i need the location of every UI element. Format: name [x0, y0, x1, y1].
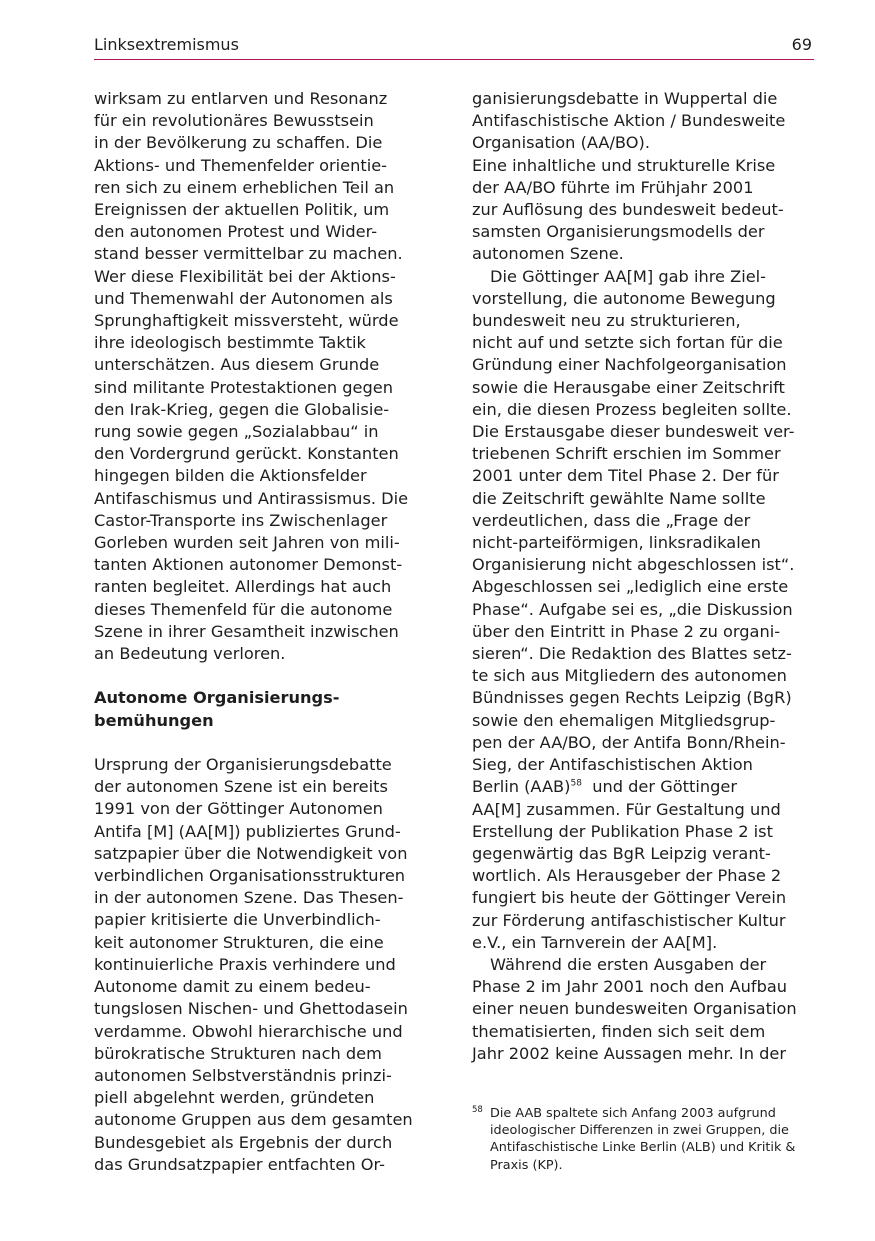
text-line: sowie die Herausgabe einer Zeitschrift: [472, 377, 785, 397]
text-line: Wer diese Flexibilität bei der Aktions-: [94, 266, 396, 286]
text-line: nicht-parteiförmigen, linksradikalen: [472, 533, 761, 553]
text-line: bundesweit neu zu strukturieren,: [472, 311, 741, 331]
text-line: wortlich. Als Herausgeber der Phase 2: [472, 866, 782, 886]
section-heading: [94, 687, 439, 731]
text-line: pen der AA/BO, der Antifa Bonn/Rhein-: [472, 732, 786, 752]
text-line: wirksam zu entlarven und Resonanz: [94, 89, 388, 108]
text-line: triebenen Schrift erschien im Sommer: [472, 444, 781, 464]
text-line: e.V., ein Tarnverein der AA[M].: [472, 932, 718, 952]
footnote-line: Praxis (KP).: [490, 1157, 563, 1173]
text-line: papier kritisierte die Unverbindlich-: [94, 910, 381, 930]
paragraph: [472, 88, 817, 266]
text-line: Phase 2 im Jahr 2001 noch den Aufbau: [472, 977, 788, 997]
text-line: den autonomen Protest und Wider-: [94, 222, 378, 242]
text-line: Phase“. Aufgabe sei es, „die Diskussion: [472, 599, 793, 619]
text-segment: Berlin (AAB): [472, 777, 571, 797]
text-line-with-footnote: [472, 776, 817, 798]
text-line: und Themenwahl der Autonomen als: [94, 288, 393, 308]
text-line: ein, die diesen Prozess begleiten sollte.: [472, 399, 792, 419]
text-line: verbindlichen Organisationsstrukturen: [94, 866, 406, 886]
paragraph: [94, 88, 439, 665]
text-line: Gorleben wurden seit Jahren von mili-: [94, 533, 400, 553]
text-line: tanten Aktionen autonomer Demonst-: [94, 555, 403, 575]
text-line: zur Auflösung des bundesweit bedeut-: [472, 200, 784, 220]
text-line: autonomen Selbstverständnis prinzi-: [94, 1065, 392, 1085]
text-line: stand besser vermittelbar zu machen.: [94, 244, 403, 264]
text-line: an Bedeutung verloren.: [94, 644, 286, 664]
text-line: sind militante Protestaktionen gegen: [94, 377, 394, 397]
text-line: gegenwärtig das BgR Leipzig verant-: [472, 843, 771, 863]
text-line: piell abgelehnt werden, gründeten: [94, 1088, 375, 1108]
spacer: [94, 732, 439, 754]
text-line: dieses Themenfeld für die autonome: [94, 599, 393, 619]
text-line: rung sowie gegen „Sozialabbau“ in: [94, 422, 379, 442]
text-line: über den Eintritt in Phase 2 zu organi-: [472, 621, 781, 641]
text-line: Bundesgebiet als Ergebnis der durch: [94, 1132, 393, 1152]
text-line: in der Bevölkerung zu schaffen. Die: [94, 133, 383, 153]
text-line: Erstellung der Publikation Phase 2 ist: [472, 821, 773, 841]
text-line: Castor-Transporte ins Zwischenlager: [94, 510, 388, 530]
running-title: Linksextremismus: [94, 35, 239, 54]
text-line: verdamme. Obwohl hierarchische und: [94, 1021, 403, 1041]
text-line: ganisierungsdebatte in Wuppertal die: [472, 89, 778, 108]
text-line: den Vordergrund gerückt. Konstanten: [94, 444, 399, 464]
running-header: [94, 35, 814, 60]
text-line: ihre ideologisch bestimmte Taktik: [94, 333, 366, 353]
text-line: Während die ersten Ausgaben der: [490, 954, 767, 974]
text-line: für ein revolutionäres Bewusstsein: [94, 111, 374, 131]
text-line: die Zeitschrift gewählte Name sollte: [472, 488, 766, 508]
text-line: thematisierten, finden sich seit dem: [472, 1021, 766, 1041]
text-line: Aktions- und Themenfelder orientie-: [94, 155, 388, 175]
paragraph: [94, 754, 439, 1176]
text-line: 1991 von der Göttinger Autonomen: [94, 799, 383, 819]
text-line: Antifaschismus und Antirassismus. Die: [94, 488, 409, 508]
paragraph: [472, 266, 817, 954]
text-line: sieren“. Die Redaktion des Blattes setz-: [472, 644, 792, 664]
text-line: kontinuierliche Praxis verhindere und: [94, 954, 396, 974]
text-line: der autonomen Szene ist ein bereits: [94, 777, 388, 797]
footnote: [472, 1105, 817, 1174]
text-line: Organisierung nicht abgeschlossen ist“.: [472, 555, 795, 575]
text-line: sowie den ehemaligen Mitgliedsgrup-: [472, 710, 776, 730]
text-line: Gründung einer Nachfolgeorganisation: [472, 355, 787, 375]
text-line: ren sich zu einem erheblichen Teil an: [94, 177, 395, 197]
text-line: autonomen Szene.: [472, 244, 624, 264]
footnote-line: Antifaschistische Linke Berlin (ALB) und Kritik &: [490, 1140, 796, 1156]
footnote-reference[interactable]: 58: [570, 778, 582, 789]
text-line: Die Erstausgabe dieser bundesweit ver-: [472, 422, 795, 442]
text-line: Sprunghaftigkeit missversteht, würde: [94, 311, 399, 331]
text-line: hingegen bilden die Aktionsfelder: [94, 466, 367, 486]
footnote-line: ideologischer Differenzen in zwei Gruppen, die: [490, 1123, 789, 1139]
text-line: Abgeschlossen sei „lediglich eine erste: [472, 577, 789, 597]
text-line: zur Förderung antifaschistischer Kultur: [472, 910, 786, 930]
text-line: autonome Gruppen aus dem gesamten: [94, 1110, 413, 1130]
text-line: unterschätzen. Aus diesem Grunde: [94, 355, 380, 375]
text-line: Bündnisses gegen Rechts Leipzig (BgR): [472, 688, 792, 708]
text-line: Jahr 2002 keine Aussagen mehr. In der: [472, 1043, 786, 1063]
text-line: tungslosen Nischen- und Ghettodasein: [94, 999, 408, 1019]
text-line: den Irak-Krieg, gegen die Globalisie-: [94, 399, 390, 419]
right-column: [472, 88, 817, 1065]
text-line: Antifaschistische Aktion / Bundesweite: [472, 111, 786, 131]
text-line: einer neuen bundesweiten Organisation: [472, 999, 797, 1019]
text-line: Ereignissen der aktuellen Politik, um: [94, 200, 390, 220]
spacer: [94, 665, 439, 687]
text-line: fungiert bis heute der Göttinger Verein: [472, 888, 787, 908]
text-line: der AA/BO führte im Frühjahr 2001: [472, 177, 754, 197]
text-line: bürokratische Strukturen nach dem: [94, 1043, 382, 1063]
text-line: keit autonomer Strukturen, die eine: [94, 932, 384, 952]
heading-line: Autonome Organisierungs-: [94, 688, 340, 708]
page-number: 69: [791, 35, 812, 54]
left-column: [94, 88, 439, 1176]
text-segment: und der Göttinger: [581, 777, 737, 797]
text-line: ranten begleitet. Allerdings hat auch: [94, 577, 392, 597]
text-line: das Grundsatzpapier entfachten Or-: [94, 1154, 385, 1174]
text-line: nicht auf und setzte sich fortan für die: [472, 333, 783, 353]
text-line: AA[M] zusammen. Für Gestaltung und: [472, 799, 781, 819]
heading-line: bemühungen: [94, 710, 214, 730]
text-line: in der autonomen Szene. Das Thesen-: [94, 888, 404, 908]
paragraph: [472, 954, 817, 1065]
text-line: Antifa [M] (AA[M]) publiziertes Grund-: [94, 821, 401, 841]
text-line: verdeutlichen, dass die „Frage der: [472, 510, 751, 530]
text-line: Organisation (AA/BO).: [472, 133, 650, 153]
text-line: te sich aus Mitgliedern des autonomen: [472, 666, 787, 686]
text-line: Ursprung der Organisierungsdebatte: [94, 755, 392, 775]
text-line: Sieg, der Antifaschistischen Aktion: [472, 755, 753, 775]
text-line: vorstellung, die autonome Bewegung: [472, 288, 776, 308]
text-line: Szene in ihrer Gesamtheit inzwischen: [94, 621, 399, 641]
text-line: samsten Organisierungsmodells der: [472, 222, 765, 242]
text-line: satzpapier über die Notwendigkeit von: [94, 843, 408, 863]
text-line: 2001 unter dem Titel Phase 2. Der für: [472, 466, 779, 486]
text-line: Die Göttinger AA[M] gab ihre Ziel-: [490, 266, 767, 286]
footnote-number: 58: [472, 1105, 483, 1115]
footnote-entry: [472, 1105, 817, 1174]
text-line: Eine inhaltliche und strukturelle Krise: [472, 155, 776, 175]
footnote-line: Die AAB spaltete sich Anfang 2003 aufgrund: [490, 1106, 776, 1121]
text-line: Autonome damit zu einem bedeu-: [94, 977, 371, 997]
